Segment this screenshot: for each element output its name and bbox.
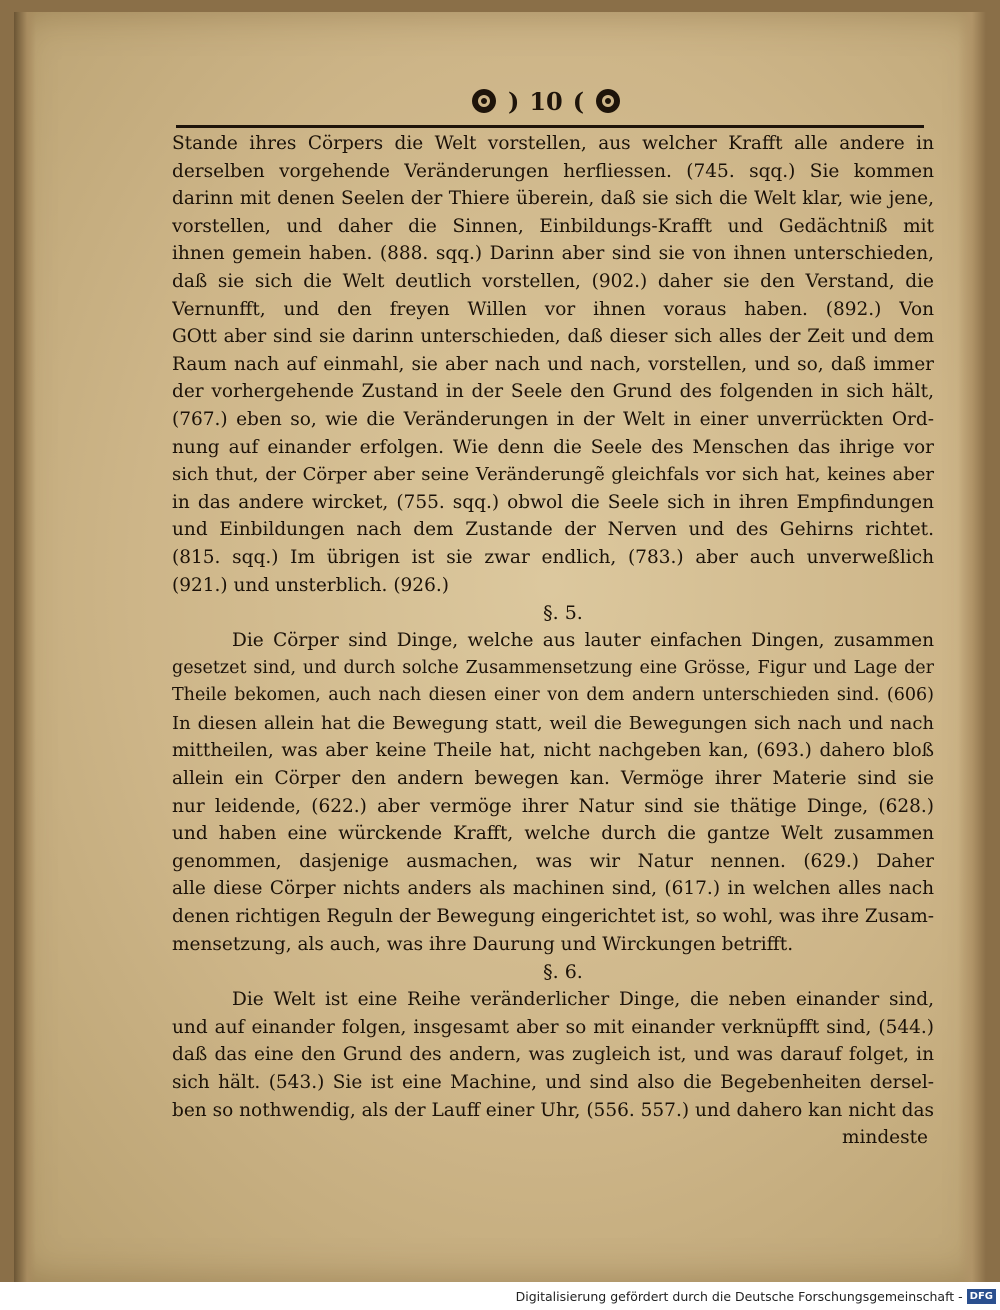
text-line: alle diese Cörper nichts anders als machinen sind, (617.) in welchen alles nach bbox=[172, 878, 934, 900]
text-line: gesetzet sind, und durch solche Zusammensetzung eine Grösse, Figur und Lage der bbox=[172, 657, 934, 678]
text-line: vorstellen, und daher die Sinnen, Einbildungs-Krafft und Gedächtniß mit bbox=[172, 215, 934, 237]
digitization-footer bbox=[0, 1282, 1000, 1310]
text-line: (767.) eben so, wie die Veränderungen in der Welt in einer unverrückten Ord- bbox=[172, 408, 934, 430]
text-line: Theile bekomen, auch nach diesen einer von dem andern unterschieden sind. (606) bbox=[172, 685, 934, 706]
text-line: daß sie sich die Welt deutlich vorstellen, (902.) daher sie den Verstand, die bbox=[172, 270, 934, 292]
text-line: denen richtigen Reguln der Bewegung eingerichtet ist, so wohl, was ihre Zusam- bbox=[172, 906, 934, 928]
text-line: nung auf einander erfolgen. Wie denn die Seele des Menschen das ihrige vor bbox=[172, 436, 934, 458]
text-line: (815. sqq.) Im übrigen ist sie zwar endlich, (783.) aber auch unverweßlich bbox=[172, 546, 934, 568]
text-line: In diesen allein hat die Bewegung statt, weil die Bewegungen sich nach und nach bbox=[172, 712, 934, 734]
text-line: ben so nothwendig, als der Lauff einer Uhr, (556. 557.) und dahero kan nicht das bbox=[172, 1099, 934, 1121]
text-line: mittheilen, was aber keine Theile hat, nicht nachgeben kan, (693.) dahero bloß bbox=[172, 740, 934, 762]
text-line: sich thut, der Cörper aber seine Veränderungẽ gleichfals vor sich hat, keines aber bbox=[172, 464, 934, 486]
text-line: und haben eine würckende Krafft, welche durch die gantze Welt zusammen bbox=[172, 823, 934, 845]
page-header bbox=[470, 84, 640, 118]
body-text bbox=[172, 130, 934, 1152]
ornament-right-icon bbox=[594, 87, 622, 115]
text-line: mensetzung, als auch, was ihre Daurung und Wirckungen betrifft. bbox=[172, 933, 794, 955]
text-line: und Einbildungen nach dem Zustande der Nerven und des Gehirns richtet. bbox=[172, 519, 934, 541]
catchword: mindeste bbox=[841, 1127, 928, 1149]
text-line: in das andere wircket, (755. sqq.) obwol die Seele sich in ihren Empfindungen bbox=[172, 491, 934, 513]
text-line: ihnen gemein haben. (888. sqq.) Darinn aber sind sie von ihnen unterschieden, bbox=[172, 243, 934, 265]
text-line: genommen, dasjenige ausmachen, was wir Natur nennen. (629.) Daher bbox=[172, 850, 934, 872]
text-line: Vernunfft, und den freyen Willen vor ihnen voraus haben. (892.) Von bbox=[172, 298, 934, 320]
text-line: GOtt aber sind sie darinn unterschieden, daß dieser sich alles der Zeit und dem bbox=[172, 326, 934, 348]
text-line: (921.) und unsterblich. (926.) bbox=[172, 574, 449, 596]
header-paren-left: ) bbox=[508, 86, 520, 116]
page-left-edge bbox=[14, 12, 36, 1282]
text-line: Raum nach auf einmahl, sie aber nach und nach, vorstellen, und so, daß immer bbox=[172, 353, 934, 375]
footer-credit: Digitalisierung gefördert durch die Deutsche Forschungsgemeinschaft - bbox=[515, 1288, 963, 1304]
dfg-logo-icon: DFG bbox=[967, 1289, 996, 1304]
section-heading-5: §. 5. bbox=[543, 602, 583, 625]
text-line: Die Cörper sind Dinge, welche aus lauter einfachen Dingen, zusammen bbox=[232, 630, 934, 652]
text-line: allein ein Cörper den andern bewegen kan. Vermöge ihrer Materie sind sie bbox=[172, 768, 934, 790]
page-right-edge bbox=[958, 12, 986, 1282]
text-line: Stande ihres Cörpers die Welt vorstellen, aus welcher Krafft alle andere in bbox=[172, 133, 934, 154]
page-number: 10 bbox=[529, 86, 563, 116]
text-line: sich hält. (543.) Sie ist eine Machine, und sind also die Begebenheiten dersel- bbox=[172, 1072, 934, 1093]
text-line: derselben vorgehende Veränderungen herfliessen. (745. sqq.) Sie kommen bbox=[172, 160, 934, 182]
text-line: Die Welt ist eine Reihe veränderlicher Dinge, die neben einander sind, bbox=[232, 989, 934, 1011]
section-heading-6: §. 6. bbox=[543, 961, 583, 984]
header-rule bbox=[176, 125, 924, 128]
text-line: der vorhergehende Zustand in der Seele den Grund des folgenden in sich hält, bbox=[172, 381, 934, 403]
text-line: nur leidende, (622.) aber vermöge ihrer Natur sind sie thätige Dinge, (628.) bbox=[172, 795, 934, 817]
text-line: daß das eine den Grund des andern, was zugleich ist, und was darauf folget, in bbox=[172, 1044, 934, 1066]
ornament-left-icon bbox=[470, 87, 498, 115]
text-line: darinn mit denen Seelen der Thiere überein, daß sie sich die Welt klar, wie jene, bbox=[172, 188, 934, 210]
header-paren-right: ( bbox=[572, 86, 585, 116]
text-line: und auf einander folgen, insgesamt aber so mit einander verknüpfft sind, (544.) bbox=[172, 1016, 934, 1038]
